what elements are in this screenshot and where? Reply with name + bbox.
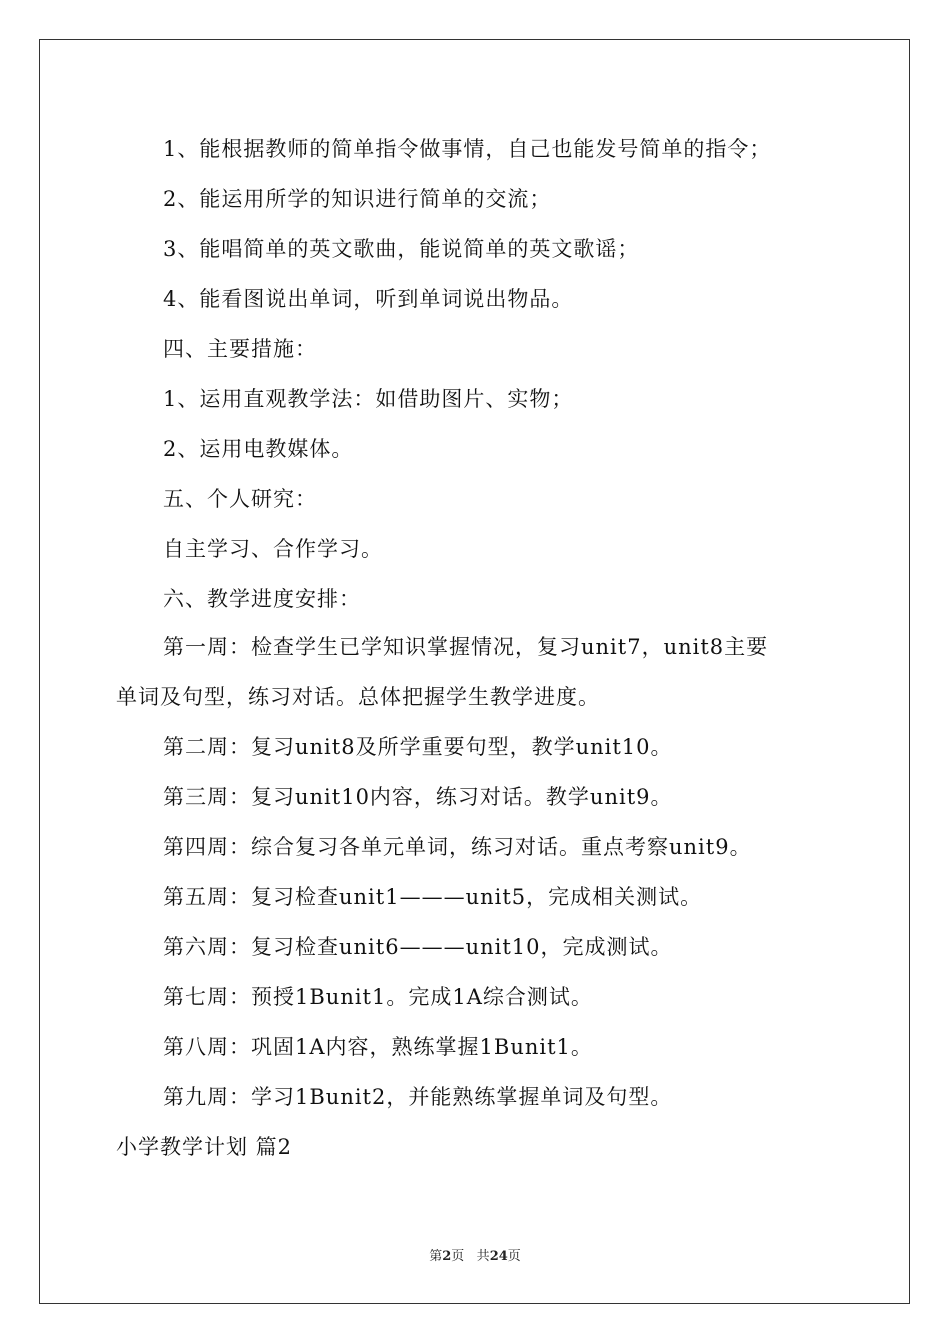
document-subtitle: 小学教学计划 篇2: [116, 1135, 293, 1159]
section-heading: 四、主要措施：: [163, 337, 317, 361]
footer-total-suffix: 页: [507, 1249, 521, 1264]
current-page-number: 2: [442, 1249, 452, 1264]
schedule-item: 第四周：综合复习各单元单词，练习对话。重点考察unit9。: [163, 835, 752, 859]
schedule-item: 第一周：检查学生已学知识掌握情况，复习unit7，unit8主要: [163, 635, 769, 659]
schedule-item: 第七周：预授1Bunit1。完成1A综合测试。: [163, 985, 593, 1009]
footer-page-suffix: 页: [451, 1249, 465, 1264]
schedule-item-continuation: 单词及句型，练习对话。总体把握学生教学进度。: [116, 685, 600, 709]
section-heading: 六、教学进度安排：: [163, 587, 361, 611]
text-line: 2、能运用所学的知识进行简单的交流；: [163, 187, 552, 211]
page-border: [39, 39, 910, 1304]
text-line: 4、能看图说出单词，听到单词说出物品。: [163, 287, 574, 311]
footer-prefix: 第: [429, 1249, 443, 1264]
schedule-item: 第六周：复习检查unit6———unit10，完成测试。: [163, 935, 673, 959]
text-line: 1、能根据教师的简单指令做事情，自己也能发号简单的指令；: [163, 137, 772, 161]
footer-total-prefix: 共: [476, 1249, 490, 1264]
total-pages-number: 24: [489, 1249, 508, 1264]
schedule-item: 第三周：复习unit10内容，练习对话。教学unit9。: [163, 785, 673, 809]
text-line: 2、运用电教媒体。: [163, 437, 354, 461]
text-line: 1、运用直观教学法：如借助图片、实物；: [163, 387, 574, 411]
schedule-item: 第二周：复习unit8及所学重要句型，教学unit10。: [163, 735, 673, 759]
schedule-item: 第九周：学习1Bunit2，并能熟练掌握单词及句型。: [163, 1085, 673, 1109]
page-footer: [0, 1245, 950, 1264]
schedule-item: 第五周：复习检查unit1———unit5，完成相关测试。: [163, 885, 703, 909]
schedule-item: 第八周：巩固1A内容，熟练掌握1Bunit1。: [163, 1035, 593, 1059]
section-heading: 五、个人研究：: [163, 487, 317, 511]
text-line: 3、能唱简单的英文歌曲，能说简单的英文歌谣；: [163, 237, 640, 261]
text-line: 自主学习、合作学习。: [163, 537, 383, 561]
